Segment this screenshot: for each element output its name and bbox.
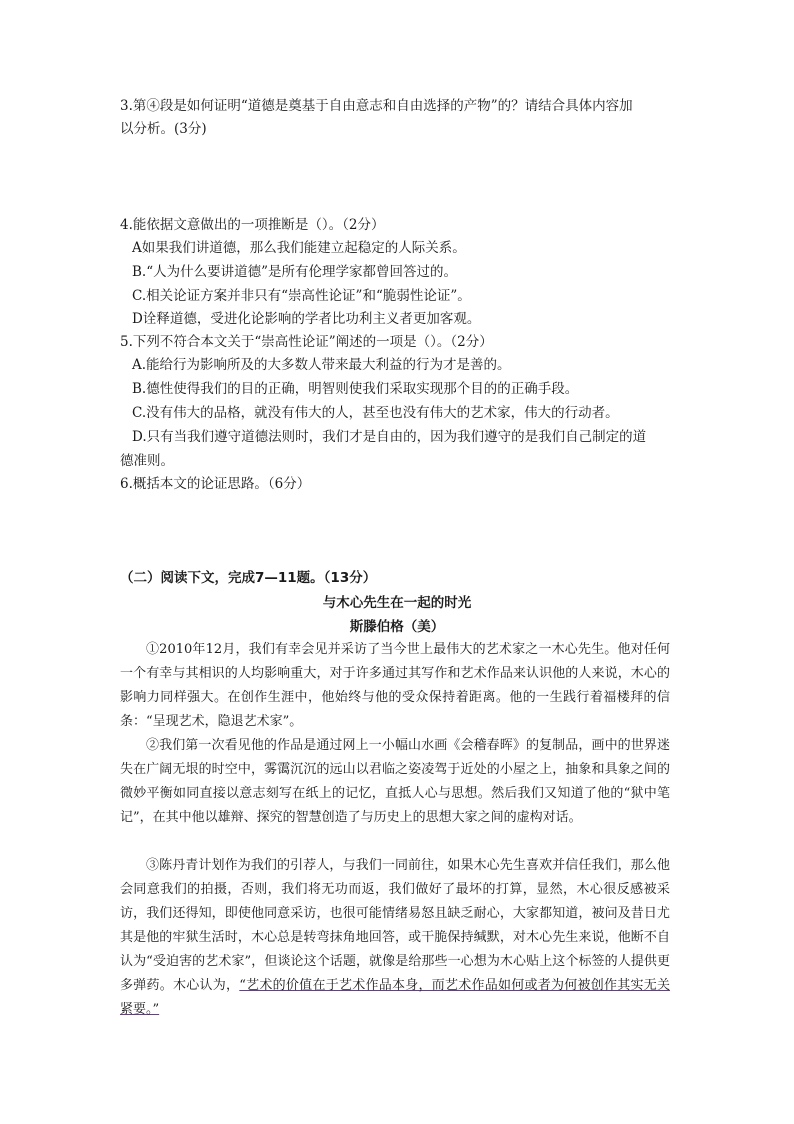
question-5-option-d: D.只有当我们遵守道德法则时，我们才是自由的，因为我们遵守的是我们自己制定的道 [132, 429, 647, 445]
question-4-option-d: D诠释道德，受进化论影响的学者比功利主义者更加客观。 [132, 311, 481, 327]
paragraph-3-quote: “艺术的价值在于艺术作品本身，而艺术作品如何或者为何被创作其实无关紧要。” [120, 978, 670, 1017]
question-4: 4.能依据文意做出的一项推断是（）。（2分） [120, 217, 385, 233]
question-4-option-b: B.“人为什么要讲道德”是所有伦理学家都曾回答过的。 [132, 264, 458, 280]
question-5-option-a: A.能给行为影响所及的大多数人带来最大利益的行为才是善的。 [132, 357, 511, 373]
section-heading: （二）阅读下文，完成7—11题。（13分） [120, 570, 377, 586]
question-5: 5.下列不符合本文关于“崇高性论证”阐述的一项是（）。（2分） [120, 334, 493, 350]
paragraph-1: ①2010年12月，我们有幸会见并采访了当今世上最伟大的艺术家之一木心先生。他对任何一个有幸与其相识的人均影响重大，对于许多通过其写作和艺术作品来认识他的人来说，木心的影响力同样强大。在创作生涯中，他始终与他的受众保持着距离。他的一生践行着福楼拜的信条：“呈现艺术，隐退艺术家”。 [120, 642, 670, 729]
question-5-option-c: C.没有伟大的品格，就没有伟大的人，甚至也没有伟大的艺术家，伟大的行动者。 [132, 405, 619, 421]
question-4-option-a: A如果我们讲道德，那么我们能建立起稳定的人际关系。 [132, 240, 466, 256]
question-6: 6.概括本文的论证思路。（6分） [120, 476, 311, 492]
paragraph-3-main: ③陈丹青计划作为我们的引荐人，与我们一同前往，如果木心先生喜欢并信任我们，那么他会同意我们的拍摄，否则，我们将无功而返，我们做好了最坏的打算，显然，木心很反感被采访，我们还得知，即使他同意采访，也很可能情绪易怒且缺乏耐心，大家都知道，被问及昔日尤其是他的牢狱生活时，木心总是转弯抹角地回答，或干脆保持缄默，对木心先生来说，他断不自认为“受迫害的艺术家”，但谈论这个话题，就像是给那些一心想为木心贴上这个标签的人提供更多弹药。木心认为， [120, 858, 670, 993]
question-3-continued: 以分析。(3分) [120, 121, 207, 137]
paragraph-3 [120, 854, 670, 1022]
question-5-option-b: B.德性使得我们的目的正确，明智则使我们采取实现那个目的的正确手段。 [132, 381, 579, 397]
question-3: 3.第④段是如何证明“道德是奠基于自由意志和自由选择的产物”的？请结合具体内容加 [120, 98, 633, 114]
article-author: 斯滕伯格（美） [349, 619, 445, 635]
article-title: 与木心先生在一起的时光 [322, 595, 472, 611]
question-5-option-d-continued: 德准则。 [120, 453, 174, 469]
paragraph-2: ②我们第一次看见他的作品是通过网上一小幅山水画《会稽春晖》的复制品，画中的世界迷失在广阔无垠的时空中，雾霭沉沉的远山以君临之姿凌驾于近处的小屋之上，抽象和具象之间的微妙平衡如同直接以意志刻写在纸上的记忆，直抵人心与思想。然后我们又知道了他的“狱中笔记”，在其中他以雄辩、探究的智慧创造了与历史上的思想大家之间的虚构对话。 [120, 738, 670, 825]
question-4-option-c: C.相关论证方案并非只有“崇高性论证”和“脆弱性论证”。 [132, 288, 471, 304]
